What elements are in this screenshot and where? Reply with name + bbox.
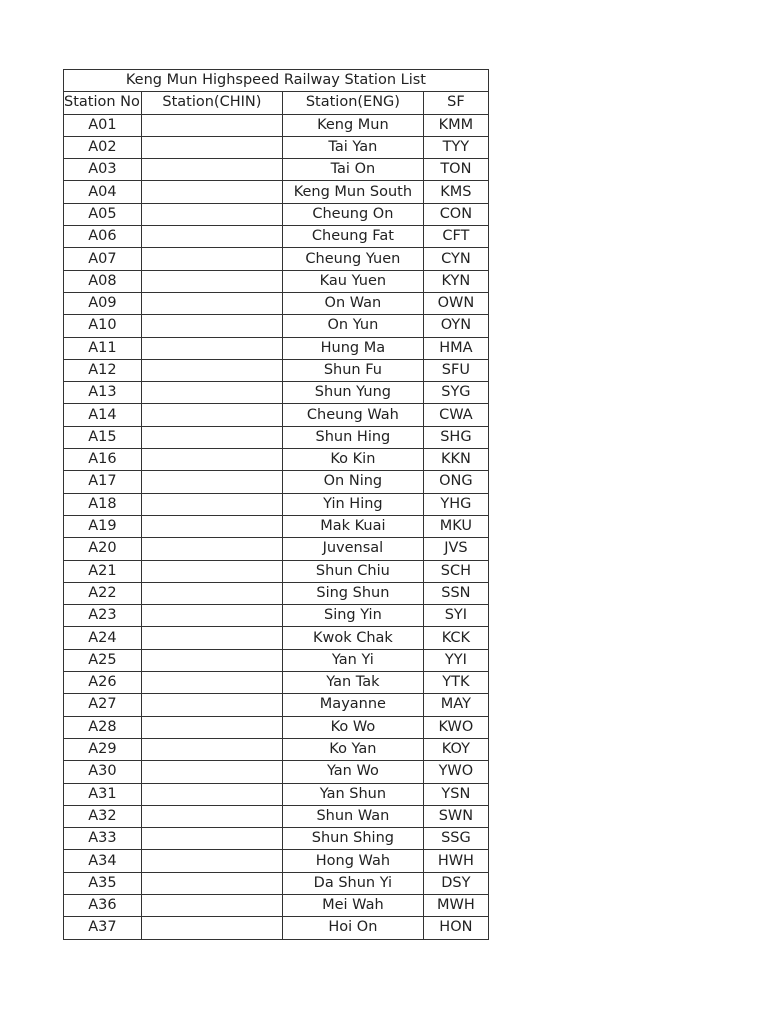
cell-station-eng: Keng Mun South: [282, 181, 423, 203]
table-row: [64, 694, 489, 716]
cell-sf: KMS: [423, 181, 488, 203]
station-rows: [64, 114, 489, 939]
cell-station-no: A28: [64, 716, 142, 738]
cell-sf: CON: [423, 203, 488, 225]
cell-station-chin: [141, 426, 282, 448]
cell-sf: SYG: [423, 382, 488, 404]
cell-station-eng: Ko Wo: [282, 716, 423, 738]
station-table: [63, 69, 489, 940]
table-row: [64, 471, 489, 493]
cell-station-chin: [141, 917, 282, 939]
cell-station-eng: On Yun: [282, 315, 423, 337]
cell-station-eng: Yan Wo: [282, 761, 423, 783]
cell-sf: YTK: [423, 672, 488, 694]
cell-station-eng: Ko Kin: [282, 449, 423, 471]
cell-station-no: A05: [64, 203, 142, 225]
cell-station-no: A26: [64, 672, 142, 694]
cell-station-eng: Yan Tak: [282, 672, 423, 694]
cell-station-eng: Kwok Chak: [282, 627, 423, 649]
cell-station-eng: Hong Wah: [282, 850, 423, 872]
table-row: [64, 761, 489, 783]
cell-station-eng: Tai On: [282, 159, 423, 181]
cell-sf: MWH: [423, 894, 488, 916]
table-row: [64, 672, 489, 694]
header-sf: SF: [423, 92, 488, 114]
cell-station-no: A36: [64, 894, 142, 916]
table-row: [64, 538, 489, 560]
header-station-eng: Station(ENG): [282, 92, 423, 114]
cell-station-eng: Mak Kuai: [282, 515, 423, 537]
cell-station-no: A02: [64, 136, 142, 158]
cell-station-chin: [141, 627, 282, 649]
table-row: [64, 136, 489, 158]
cell-station-chin: [141, 694, 282, 716]
cell-station-eng: Mayanne: [282, 694, 423, 716]
cell-station-no: A07: [64, 248, 142, 270]
table-row: [64, 894, 489, 916]
table-row: [64, 359, 489, 381]
table-row: [64, 382, 489, 404]
table-row: [64, 828, 489, 850]
cell-station-eng: On Ning: [282, 471, 423, 493]
table-row: [64, 716, 489, 738]
cell-station-chin: [141, 738, 282, 760]
cell-station-no: A17: [64, 471, 142, 493]
cell-sf: YWO: [423, 761, 488, 783]
cell-station-no: A12: [64, 359, 142, 381]
table-row: [64, 292, 489, 314]
cell-station-no: A01: [64, 114, 142, 136]
cell-sf: KMM: [423, 114, 488, 136]
cell-sf: KYN: [423, 270, 488, 292]
cell-sf: KOY: [423, 738, 488, 760]
cell-station-eng: Ko Yan: [282, 738, 423, 760]
cell-station-no: A23: [64, 605, 142, 627]
cell-sf: HWH: [423, 850, 488, 872]
cell-station-chin: [141, 828, 282, 850]
cell-sf: MAY: [423, 694, 488, 716]
cell-station-eng: Mei Wah: [282, 894, 423, 916]
cell-station-chin: [141, 449, 282, 471]
cell-station-chin: [141, 136, 282, 158]
header-station-no: Station No: [64, 92, 142, 114]
cell-station-eng: On Wan: [282, 292, 423, 314]
cell-station-chin: [141, 359, 282, 381]
table-row: [64, 315, 489, 337]
cell-station-chin: [141, 181, 282, 203]
cell-station-chin: [141, 337, 282, 359]
cell-sf: SFU: [423, 359, 488, 381]
cell-station-chin: [141, 471, 282, 493]
cell-station-no: A33: [64, 828, 142, 850]
cell-sf: SSG: [423, 828, 488, 850]
cell-station-eng: Cheung Wah: [282, 404, 423, 426]
table-row: [64, 270, 489, 292]
cell-station-no: A14: [64, 404, 142, 426]
cell-station-no: A21: [64, 560, 142, 582]
cell-station-no: A18: [64, 493, 142, 515]
cell-station-eng: Kau Yuen: [282, 270, 423, 292]
cell-station-eng: Da Shun Yi: [282, 872, 423, 894]
cell-station-eng: Shun Wan: [282, 805, 423, 827]
cell-station-no: A32: [64, 805, 142, 827]
cell-sf: TON: [423, 159, 488, 181]
table-row: [64, 872, 489, 894]
cell-sf: HMA: [423, 337, 488, 359]
cell-station-chin: [141, 761, 282, 783]
table-row: [64, 248, 489, 270]
table-row: [64, 203, 489, 225]
cell-station-eng: Yan Shun: [282, 783, 423, 805]
table-row: [64, 493, 489, 515]
cell-sf: KKN: [423, 449, 488, 471]
cell-station-chin: [141, 315, 282, 337]
cell-station-no: A04: [64, 181, 142, 203]
cell-station-eng: Hoi On: [282, 917, 423, 939]
cell-station-eng: Yan Yi: [282, 649, 423, 671]
cell-sf: YSN: [423, 783, 488, 805]
cell-sf: SWN: [423, 805, 488, 827]
table-row: [64, 337, 489, 359]
cell-station-eng: Shun Hing: [282, 426, 423, 448]
cell-station-no: A25: [64, 649, 142, 671]
table-row: [64, 114, 489, 136]
cell-sf: MKU: [423, 515, 488, 537]
table-row: [64, 582, 489, 604]
table-row: [64, 917, 489, 939]
cell-station-no: A27: [64, 694, 142, 716]
cell-station-no: A34: [64, 850, 142, 872]
table-title: Keng Mun Highspeed Railway Station List: [64, 70, 489, 92]
cell-sf: OYN: [423, 315, 488, 337]
cell-station-chin: [141, 226, 282, 248]
table-row: [64, 738, 489, 760]
station-list-sheet: [63, 69, 489, 940]
table-row: [64, 226, 489, 248]
cell-station-eng: Sing Yin: [282, 605, 423, 627]
cell-sf: SHG: [423, 426, 488, 448]
cell-station-chin: [141, 114, 282, 136]
cell-station-chin: [141, 649, 282, 671]
table-row: [64, 649, 489, 671]
cell-sf: HON: [423, 917, 488, 939]
header-row: [64, 92, 489, 114]
table-row: [64, 560, 489, 582]
cell-station-chin: [141, 605, 282, 627]
table-row: [64, 627, 489, 649]
table-row: [64, 404, 489, 426]
cell-station-chin: [141, 560, 282, 582]
cell-sf: YYI: [423, 649, 488, 671]
cell-station-chin: [141, 515, 282, 537]
cell-station-chin: [141, 382, 282, 404]
cell-sf: ONG: [423, 471, 488, 493]
cell-station-chin: [141, 248, 282, 270]
cell-station-eng: Yin Hing: [282, 493, 423, 515]
cell-sf: TYY: [423, 136, 488, 158]
cell-station-no: A22: [64, 582, 142, 604]
cell-station-no: A20: [64, 538, 142, 560]
cell-station-eng: Shun Fu: [282, 359, 423, 381]
cell-station-eng: Shun Shing: [282, 828, 423, 850]
cell-station-chin: [141, 850, 282, 872]
cell-station-no: A30: [64, 761, 142, 783]
cell-sf: CFT: [423, 226, 488, 248]
cell-station-chin: [141, 805, 282, 827]
cell-station-no: A15: [64, 426, 142, 448]
table-row: [64, 515, 489, 537]
cell-station-no: A35: [64, 872, 142, 894]
cell-sf: JVS: [423, 538, 488, 560]
cell-station-no: A11: [64, 337, 142, 359]
cell-station-no: A10: [64, 315, 142, 337]
cell-station-no: A16: [64, 449, 142, 471]
cell-sf: SCH: [423, 560, 488, 582]
cell-sf: CYN: [423, 248, 488, 270]
cell-station-chin: [141, 270, 282, 292]
table-row: [64, 805, 489, 827]
cell-sf: SYI: [423, 605, 488, 627]
table-row: [64, 783, 489, 805]
cell-station-eng: Juvensal: [282, 538, 423, 560]
cell-sf: OWN: [423, 292, 488, 314]
cell-station-chin: [141, 538, 282, 560]
cell-station-chin: [141, 292, 282, 314]
title-row: [64, 70, 489, 92]
cell-station-no: A08: [64, 270, 142, 292]
table-row: [64, 426, 489, 448]
cell-sf: KCK: [423, 627, 488, 649]
cell-station-chin: [141, 493, 282, 515]
cell-sf: SSN: [423, 582, 488, 604]
cell-station-no: A24: [64, 627, 142, 649]
table-row: [64, 181, 489, 203]
cell-sf: KWO: [423, 716, 488, 738]
cell-station-no: A31: [64, 783, 142, 805]
cell-station-eng: Shun Yung: [282, 382, 423, 404]
cell-station-eng: Tai Yan: [282, 136, 423, 158]
cell-station-eng: Hung Ma: [282, 337, 423, 359]
header-station-chin: Station(CHIN): [141, 92, 282, 114]
cell-station-chin: [141, 203, 282, 225]
cell-station-chin: [141, 872, 282, 894]
cell-station-chin: [141, 159, 282, 181]
cell-station-no: A37: [64, 917, 142, 939]
cell-station-eng: Cheung On: [282, 203, 423, 225]
cell-station-eng: Keng Mun: [282, 114, 423, 136]
cell-station-no: A19: [64, 515, 142, 537]
cell-sf: DSY: [423, 872, 488, 894]
cell-station-no: A09: [64, 292, 142, 314]
cell-station-chin: [141, 582, 282, 604]
cell-station-eng: Cheung Yuen: [282, 248, 423, 270]
cell-station-no: A13: [64, 382, 142, 404]
cell-station-chin: [141, 404, 282, 426]
cell-station-no: A03: [64, 159, 142, 181]
cell-sf: YHG: [423, 493, 488, 515]
cell-station-no: A29: [64, 738, 142, 760]
cell-station-chin: [141, 672, 282, 694]
cell-station-chin: [141, 716, 282, 738]
table-row: [64, 850, 489, 872]
table-row: [64, 449, 489, 471]
cell-station-eng: Shun Chiu: [282, 560, 423, 582]
cell-station-eng: Cheung Fat: [282, 226, 423, 248]
cell-station-no: A06: [64, 226, 142, 248]
cell-station-chin: [141, 783, 282, 805]
table-row: [64, 605, 489, 627]
cell-station-chin: [141, 894, 282, 916]
cell-sf: CWA: [423, 404, 488, 426]
cell-station-eng: Sing Shun: [282, 582, 423, 604]
table-row: [64, 159, 489, 181]
